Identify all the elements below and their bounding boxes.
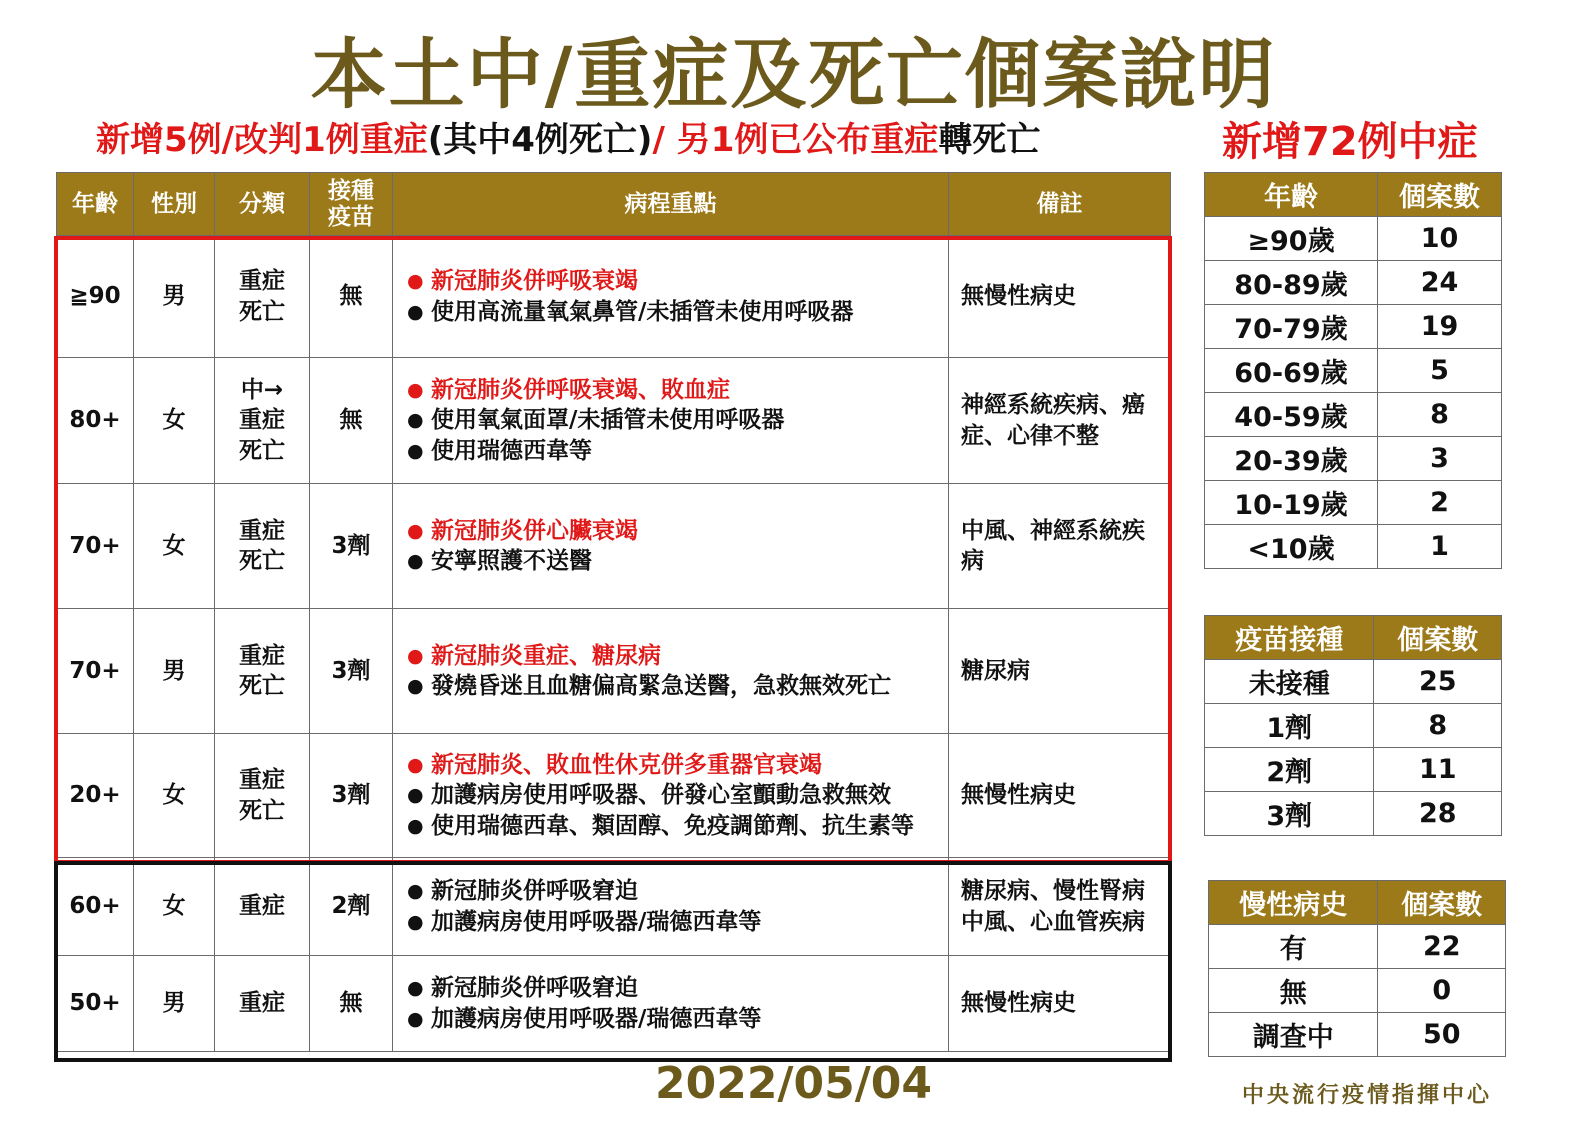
bullet-icon: ●	[407, 880, 424, 903]
course-item	[407, 811, 948, 841]
chronic-table-header	[1209, 881, 1506, 925]
vaccination-label: 3劑	[1205, 792, 1374, 836]
course-item	[407, 405, 948, 435]
age-header-0: 年齡	[1205, 173, 1378, 217]
vaccine-cell: 3劑	[310, 609, 393, 734]
age-cell: 70+	[57, 609, 134, 734]
subtitle-part-1: 新增5例/改判1例重症	[96, 120, 428, 160]
chronic-count: 0	[1378, 969, 1506, 1013]
bullet-icon: ●	[407, 439, 424, 462]
header-vaccine: 接種 疫苗	[310, 173, 393, 236]
age-count: 2	[1377, 481, 1501, 525]
bullet-icon: ●	[407, 675, 424, 697]
age-label: <10歲	[1205, 525, 1378, 569]
sex-cell: 女	[134, 484, 215, 609]
vaccination-row	[1205, 704, 1502, 748]
chronic-label: 有	[1209, 925, 1378, 969]
age-row	[1205, 261, 1502, 305]
age-label: 70-79歲	[1205, 305, 1378, 349]
course-text: 新冠肺炎、敗血性休克併多重器官衰竭	[431, 751, 822, 778]
course-text: 安寧照護不送醫	[431, 548, 592, 574]
subtitle-part-2: (其中4例死亡)	[427, 120, 653, 160]
page-title: 本土中/重症及死亡個案說明	[310, 30, 1277, 119]
course-cell	[393, 956, 949, 1052]
chronic-row	[1209, 925, 1506, 969]
course-item-highlight	[407, 750, 948, 780]
vaccine-cell: 3劑	[310, 484, 393, 609]
age-row	[1205, 349, 1502, 393]
course-item-highlight	[407, 516, 948, 546]
course-text: 新冠肺炎併呼吸衰竭	[431, 268, 638, 295]
age-row	[1205, 305, 1502, 349]
bullet-icon: ●	[407, 1007, 424, 1030]
course-item	[407, 876, 948, 906]
course-text: 新冠肺炎併呼吸窘迫	[431, 975, 638, 1002]
sex-cell: 女	[134, 858, 215, 956]
age-cell: ≧90	[57, 236, 134, 358]
course-cell	[393, 236, 949, 358]
course-text: 發燒昏迷且血糖偏高緊急送醫，急救無效死亡	[431, 673, 891, 699]
table-row	[57, 734, 1171, 858]
category-cell: 重症	[215, 858, 310, 956]
age-count: 10	[1377, 217, 1501, 261]
subtitle-right: 新增72例中症	[1222, 119, 1478, 165]
bullet-icon: ●	[407, 644, 424, 667]
vaccination-table-body	[1205, 660, 1502, 836]
course-cell	[393, 858, 949, 956]
bullet-icon: ●	[407, 519, 424, 542]
vaccination-header-1: 個案數	[1374, 616, 1502, 660]
table-header-row	[57, 173, 1171, 236]
vaccination-label: 未接種	[1205, 660, 1374, 704]
course-text: 新冠肺炎併呼吸衰竭、敗血症	[431, 376, 730, 403]
course-text: 加護病房使用呼吸器/瑞德西韋等	[431, 1005, 762, 1032]
note-cell: 神經系統疾病、癌症、心律不整	[949, 358, 1171, 484]
bullet-icon: ●	[407, 378, 424, 401]
table-row	[57, 956, 1171, 1052]
age-count: 1	[1377, 525, 1501, 569]
vaccination-label: 1劑	[1205, 704, 1374, 748]
vaccine-cell: 3劑	[310, 734, 393, 858]
vaccination-count: 28	[1374, 792, 1502, 836]
bullet-icon: ●	[407, 784, 424, 807]
age-count: 19	[1377, 305, 1501, 349]
vaccine-cell: 無	[310, 236, 393, 358]
bullet-icon: ●	[407, 550, 424, 572]
bullet-icon: ●	[407, 814, 424, 837]
chronic-row	[1209, 1013, 1506, 1057]
vaccination-count: 25	[1374, 660, 1502, 704]
course-text: 新冠肺炎併心臟衰竭	[431, 517, 638, 544]
age-cell: 80+	[57, 358, 134, 484]
note-cell: 糖尿病、慢性腎病中風、心血管疾病	[949, 858, 1171, 956]
bullet-icon: ●	[407, 977, 424, 1000]
course-item-highlight	[407, 375, 948, 405]
course-item-highlight	[407, 266, 948, 296]
chronic-header-1: 個案數	[1378, 881, 1506, 925]
bullet-icon: ●	[407, 409, 424, 432]
header-sex: 性別	[134, 173, 215, 236]
table-row	[57, 358, 1171, 484]
header-course: 病程重點	[393, 173, 949, 236]
age-row	[1205, 393, 1502, 437]
course-item-highlight	[407, 641, 948, 671]
category-cell: 重症 死亡	[215, 734, 310, 858]
table-row	[57, 609, 1171, 734]
course-text: 使用瑞德西韋等	[431, 437, 592, 464]
course-text: 加護病房使用呼吸器、併發心室顫動急救無效	[431, 782, 891, 809]
category-cell: 重症	[215, 956, 310, 1052]
bullet-icon: ●	[407, 910, 424, 933]
course-item	[407, 907, 948, 937]
subtitle-part-3: / 另1例已公布重症	[652, 120, 939, 160]
age-cell: 20+	[57, 734, 134, 858]
age-count: 8	[1377, 393, 1501, 437]
age-count: 3	[1377, 437, 1501, 481]
age-header-1: 個案數	[1377, 173, 1501, 217]
course-item	[407, 671, 948, 701]
vaccination-count: 8	[1374, 704, 1502, 748]
vaccine-cell: 2劑	[310, 858, 393, 956]
sex-cell: 女	[134, 734, 215, 858]
course-item	[407, 1004, 948, 1034]
sex-cell: 男	[134, 609, 215, 734]
age-label: 60-69歲	[1205, 349, 1378, 393]
note-cell: 無慢性病史	[949, 956, 1171, 1052]
course-text: 加護病房使用呼吸器/瑞德西韋等	[431, 908, 762, 935]
age-count: 5	[1377, 349, 1501, 393]
chronic-disease-table	[1208, 880, 1506, 1057]
age-label: 10-19歲	[1205, 481, 1378, 525]
table-body	[57, 236, 1171, 1052]
note-cell: 中風、神經系統疾病	[949, 484, 1171, 609]
category-cell: 重症 死亡	[215, 484, 310, 609]
age-label: 80-89歲	[1205, 261, 1378, 305]
age-row	[1205, 437, 1502, 481]
age-table-header	[1205, 173, 1502, 217]
course-cell	[393, 734, 949, 858]
vaccination-label: 2劑	[1205, 748, 1374, 792]
age-label: 20-39歲	[1205, 437, 1378, 481]
chronic-count: 22	[1378, 925, 1506, 969]
organization-name: 中央流行疫情指揮中心	[1242, 1083, 1493, 1108]
age-count: 24	[1377, 261, 1501, 305]
age-cell: 70+	[57, 484, 134, 609]
table-row	[57, 484, 1171, 609]
note-cell: 糖尿病	[949, 609, 1171, 734]
age-row	[1205, 217, 1502, 261]
case-detail-table	[56, 172, 1171, 1052]
category-cell: 重症 死亡	[215, 236, 310, 358]
course-item	[407, 436, 948, 466]
age-cell: 60+	[57, 858, 134, 956]
header-category: 分類	[215, 173, 310, 236]
subtitle-left	[96, 112, 1040, 161]
course-cell	[393, 484, 949, 609]
course-item	[407, 546, 948, 576]
course-text: 新冠肺炎重症、糖尿病	[431, 642, 661, 669]
sex-cell: 男	[134, 956, 215, 1052]
age-label: ≥90歲	[1205, 217, 1378, 261]
age-distribution-table	[1204, 172, 1502, 569]
course-cell	[393, 609, 949, 734]
chronic-count: 50	[1378, 1013, 1506, 1057]
vaccination-row	[1205, 792, 1502, 836]
course-cell	[393, 358, 949, 484]
vaccination-row	[1205, 748, 1502, 792]
course-item	[407, 780, 948, 810]
vaccine-cell: 無	[310, 956, 393, 1052]
bullet-icon: ●	[407, 270, 424, 293]
note-cell: 無慢性病史	[949, 734, 1171, 858]
category-cell: 重症 死亡	[215, 609, 310, 734]
table-row	[57, 858, 1171, 956]
vaccination-table	[1204, 615, 1502, 836]
category-cell: 中→ 重症 死亡	[215, 358, 310, 484]
vaccination-row	[1205, 660, 1502, 704]
bullet-icon: ●	[407, 753, 424, 776]
chronic-table-body	[1209, 925, 1506, 1057]
course-item	[407, 297, 948, 327]
vaccination-header-0: 疫苗接種	[1205, 616, 1374, 660]
bullet-icon: ●	[407, 300, 424, 323]
sex-cell: 女	[134, 358, 215, 484]
chronic-header-0: 慢性病史	[1209, 881, 1378, 925]
course-text: 新冠肺炎併呼吸窘迫	[431, 878, 638, 905]
chronic-label: 無	[1209, 969, 1378, 1013]
age-table-body	[1205, 217, 1502, 569]
note-cell: 無慢性病史	[949, 236, 1171, 358]
age-label: 40-59歲	[1205, 393, 1378, 437]
age-row	[1205, 481, 1502, 525]
vaccination-count: 11	[1374, 748, 1502, 792]
vaccine-cell: 無	[310, 358, 393, 484]
sex-cell: 男	[134, 236, 215, 358]
course-text: 使用瑞德西韋、類固醇、免疫調節劑、抗生素等	[431, 812, 914, 839]
header-age: 年齡	[57, 173, 134, 236]
course-text: 使用氧氣面罩/未插管未使用呼吸器	[431, 407, 785, 434]
age-row	[1205, 525, 1502, 569]
table-row	[57, 236, 1171, 358]
report-date: 2022/05/04	[654, 1058, 933, 1109]
subtitle-part-4: 轉死亡	[938, 120, 1041, 160]
header-note: 備註	[949, 173, 1171, 236]
vaccination-table-header	[1205, 616, 1502, 660]
course-text: 使用高流量氧氣鼻管/未插管未使用呼吸器	[431, 298, 854, 325]
chronic-label: 調查中	[1209, 1013, 1378, 1057]
age-cell: 50+	[57, 956, 134, 1052]
course-item	[407, 973, 948, 1003]
chronic-row	[1209, 969, 1506, 1013]
